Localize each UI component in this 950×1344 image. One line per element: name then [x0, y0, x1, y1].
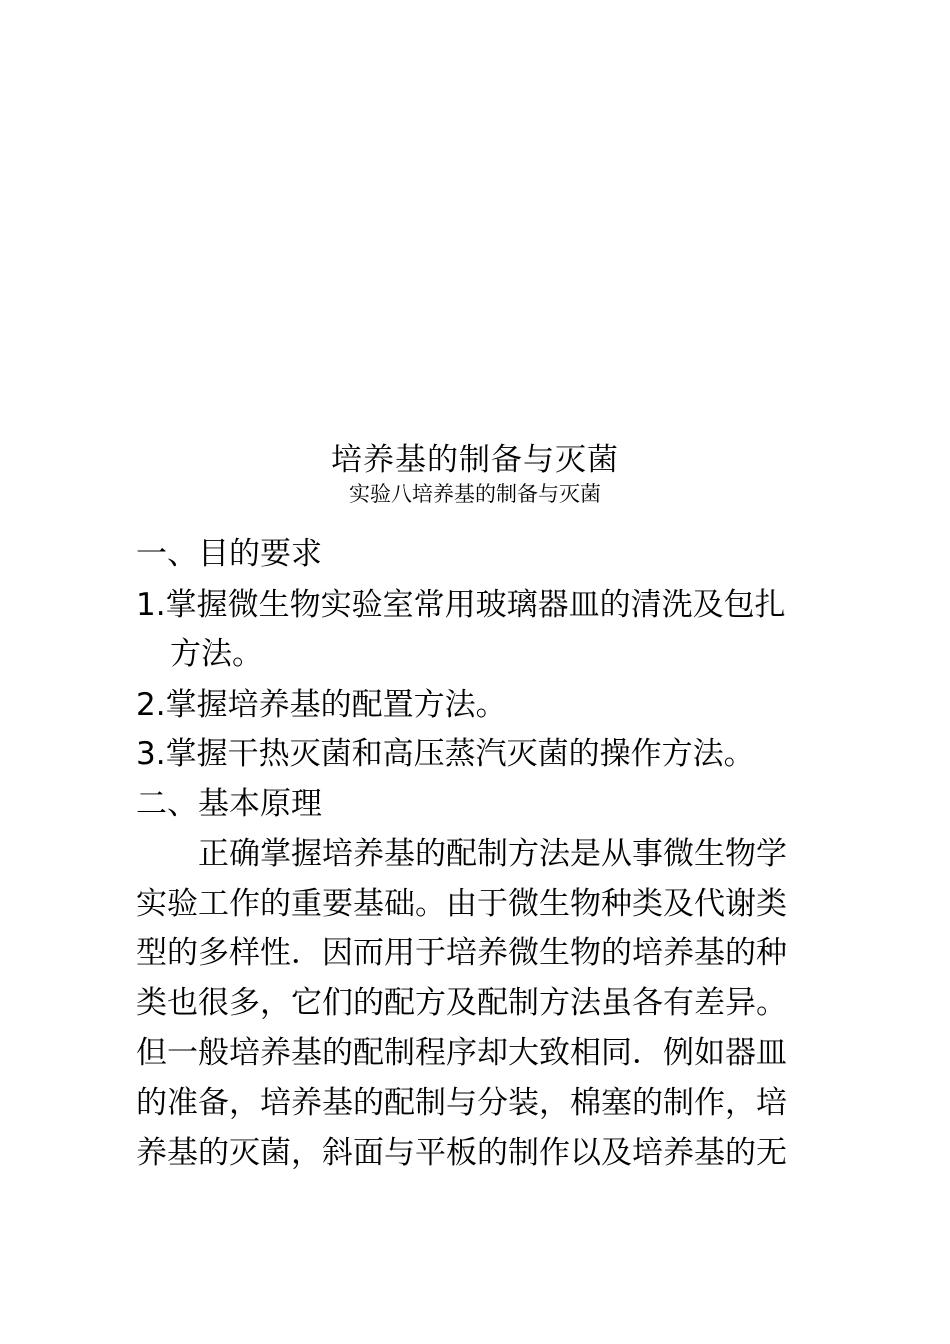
list-item-text: 掌握微生物实验室常用玻璃器皿的清洗及包扎 — [165, 587, 786, 623]
list-item-3 — [136, 734, 755, 774]
list-item-number: 3. — [136, 736, 166, 772]
list-item-text: 掌握干热灭菌和高压蒸汽灭菌的操作方法。 — [165, 736, 755, 772]
paragraph-line: 类也很多，它们的配方及配制方法虽各有差异。 — [136, 985, 787, 1021]
section-heading-principles: 二、基本原理 — [136, 786, 322, 822]
document-subtitle: 实验八培养基的制备与灭菌 — [349, 482, 601, 506]
list-item-number: 2. — [136, 687, 166, 723]
paragraph-line: 的准备，培养基的配制与分装，棉塞的制作，培 — [136, 1085, 787, 1121]
paragraph-line: 但一般培养基的配制程序却大致相同．例如器皿 — [136, 1035, 787, 1071]
list-item-1 — [136, 585, 786, 625]
list-item-text: 掌握培养基的配置方法。 — [165, 687, 507, 723]
list-item-number: 1. — [136, 587, 166, 623]
paragraph-line: 正确掌握培养基的配制方法是从事微生物学 — [136, 836, 787, 872]
list-item-1-continuation: 方法。 — [170, 636, 263, 672]
paragraph-line: 型的多样性．因而用于培养微生物的培养基的种 — [136, 935, 787, 971]
list-item-2 — [136, 685, 507, 725]
document-title: 培养基的制备与灭菌 — [331, 442, 619, 478]
paragraph-line: 养基的灭菌，斜面与平板的制作以及培养基的无 — [136, 1135, 787, 1171]
paragraph-line: 实验工作的重要基础。由于微生物种类及代谢类 — [136, 886, 787, 922]
section-heading-objectives: 一、目的要求 — [136, 536, 322, 572]
